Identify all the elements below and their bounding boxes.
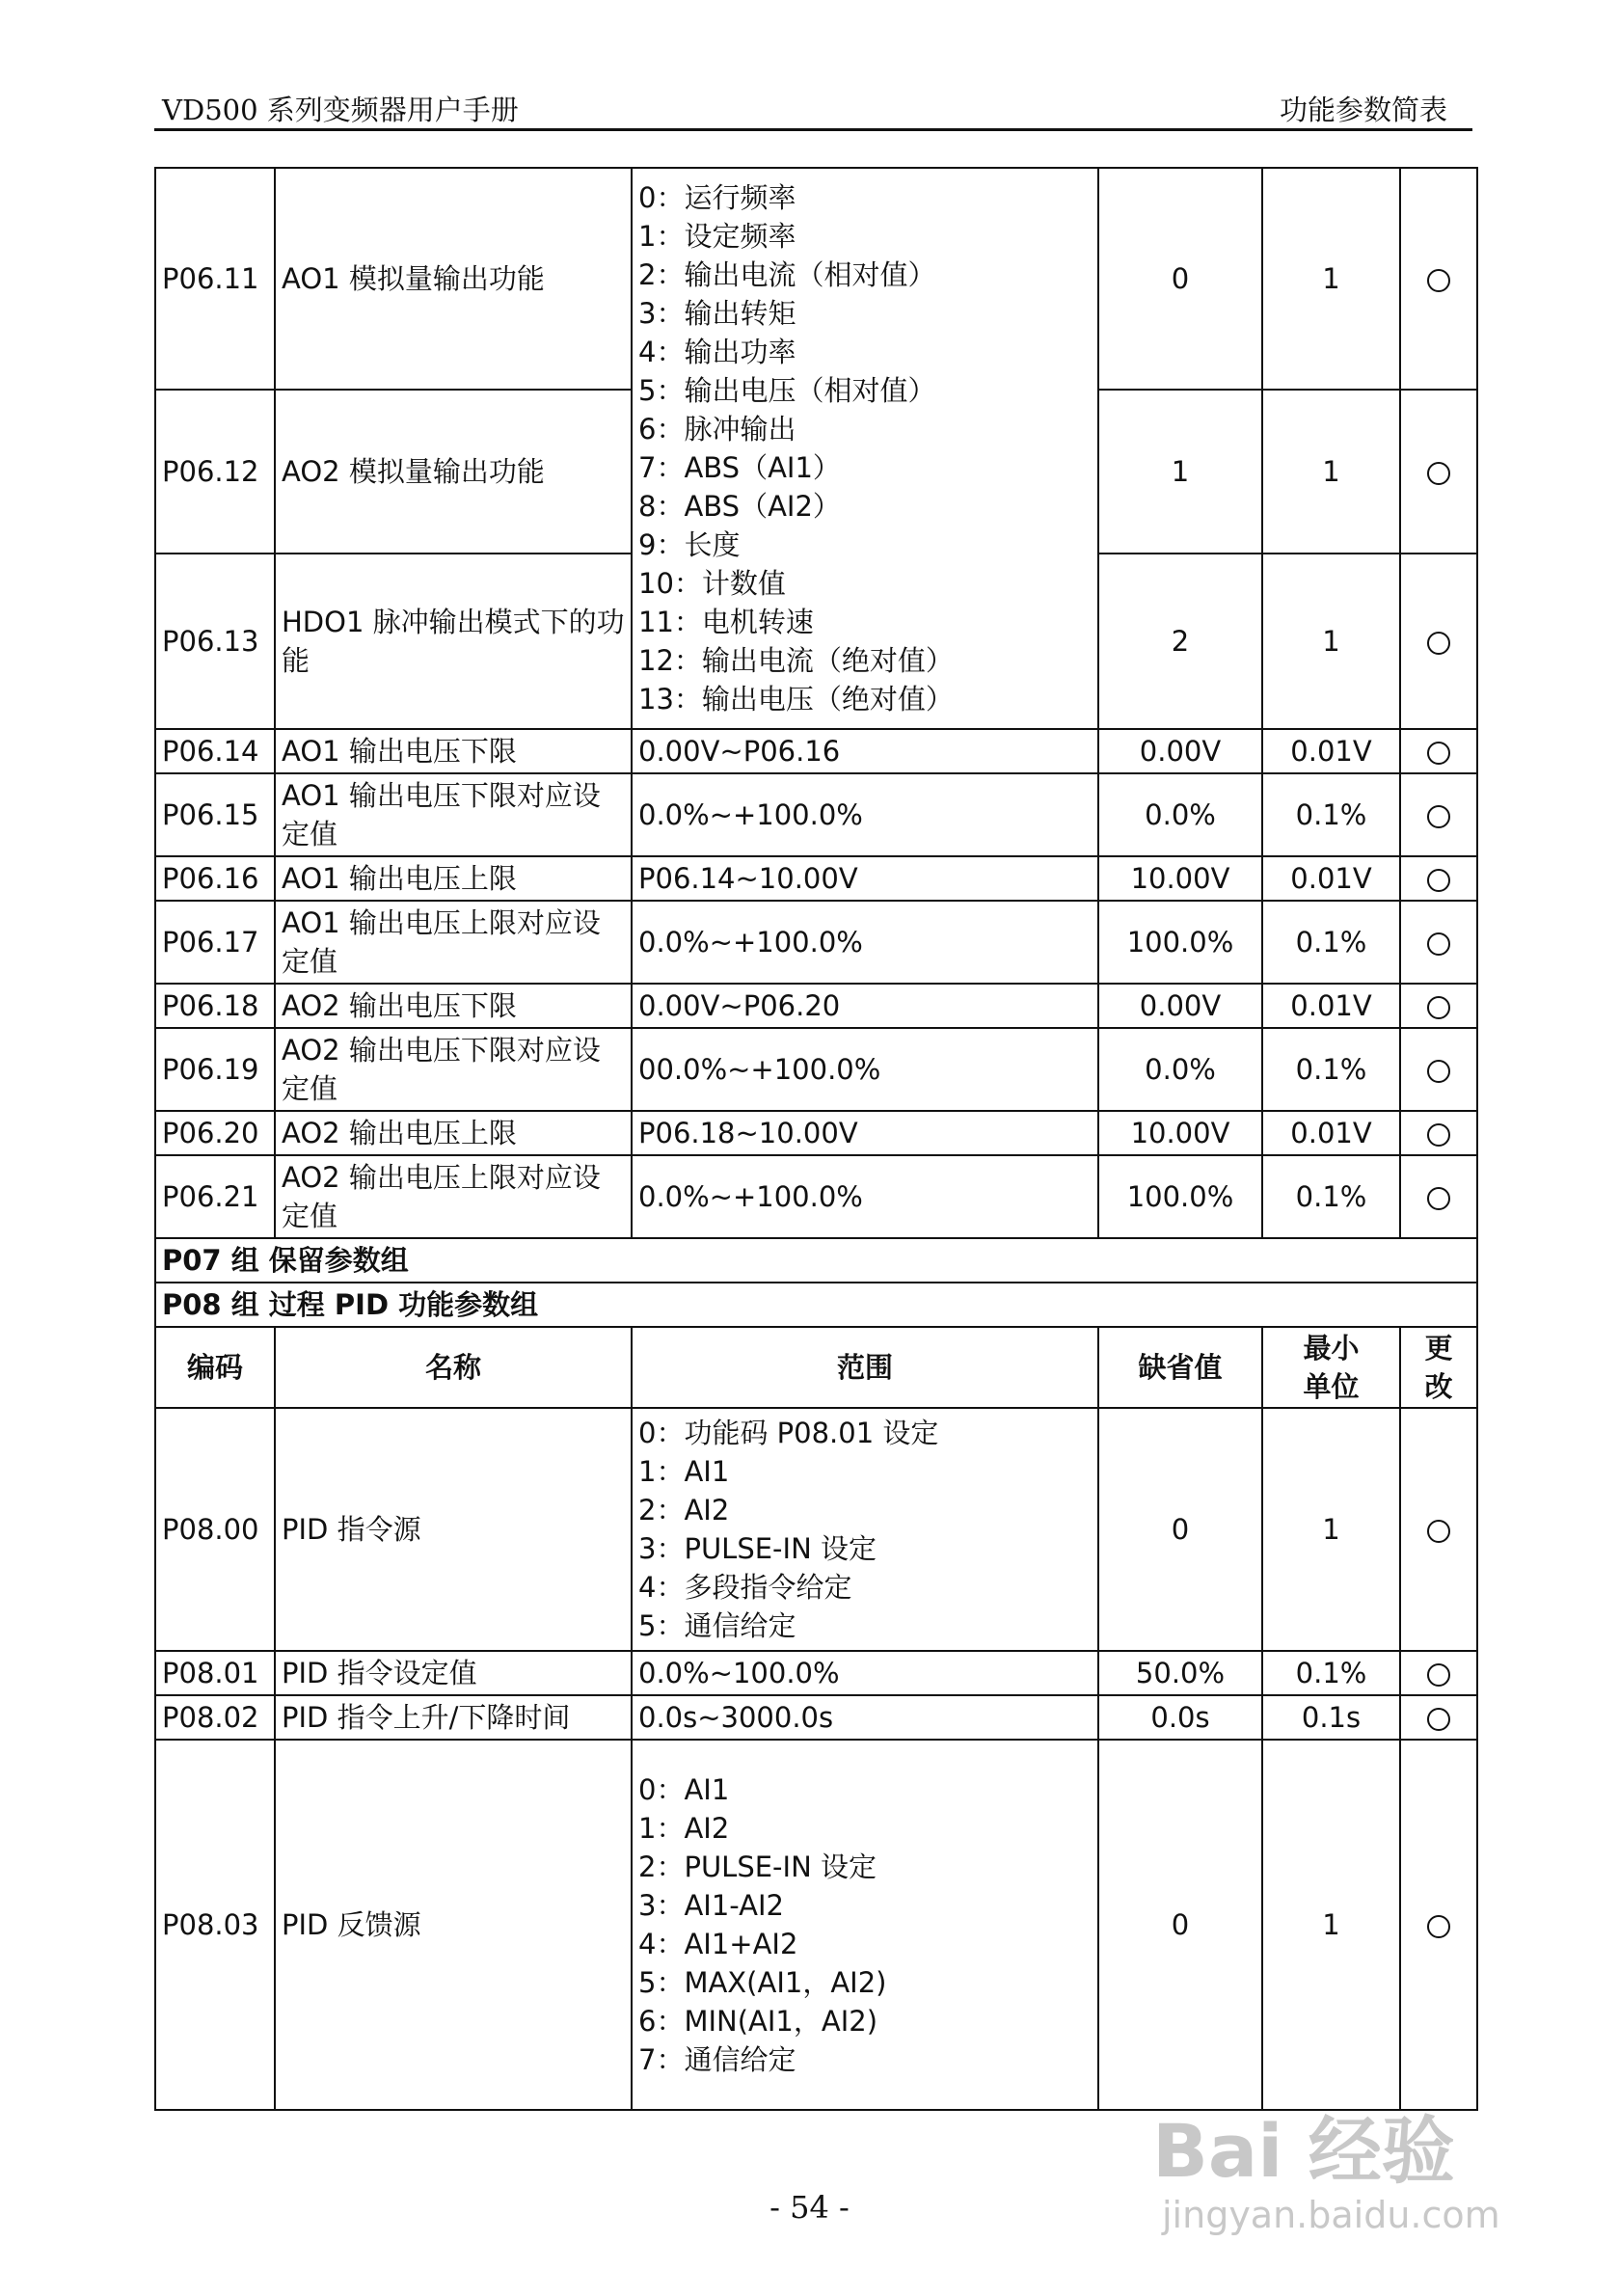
col-header-unit-line1: 最小 bbox=[1303, 1331, 1360, 1364]
param-name: PID 指令源 bbox=[275, 1408, 632, 1651]
range-option: 5：MAX(AI1，AI2) bbox=[638, 1966, 887, 2000]
param-default: 0 bbox=[1098, 168, 1262, 390]
param-name: AO2 输出电压下限 bbox=[275, 984, 632, 1028]
range-option: 4：AI1+AI2 bbox=[638, 1928, 798, 1960]
param-name: HDO1 脉冲输出模式下的功能 bbox=[275, 554, 632, 729]
param-default: 0.0s bbox=[1098, 1695, 1262, 1740]
watermark-url: jingyan.baidu.com bbox=[1162, 2194, 1500, 2236]
param-range-options bbox=[632, 1408, 1098, 1651]
range-option: 0：运行频率 bbox=[638, 180, 796, 214]
col-header-change bbox=[1400, 1327, 1477, 1408]
circle-icon bbox=[1427, 1123, 1450, 1147]
param-range: 0.00V~P06.16 bbox=[632, 729, 1098, 773]
table-row bbox=[155, 1740, 1477, 2110]
circle-icon bbox=[1427, 462, 1450, 485]
param-unit: 1 bbox=[1262, 1740, 1400, 2110]
change-mark bbox=[1400, 856, 1477, 901]
header-rule bbox=[154, 128, 1472, 131]
change-mark bbox=[1400, 1028, 1477, 1111]
table-row bbox=[155, 773, 1477, 856]
circle-icon bbox=[1427, 632, 1450, 655]
range-option: 0：功能码 P08.01 设定 bbox=[638, 1416, 939, 1449]
range-option: 1：设定频率 bbox=[638, 219, 796, 253]
table-row bbox=[155, 901, 1477, 984]
group-row bbox=[155, 1238, 1477, 1283]
range-option: 5：通信给定 bbox=[638, 1609, 796, 1643]
param-code: P06.18 bbox=[155, 984, 275, 1028]
range-option: 2：输出电流（相对值） bbox=[638, 257, 936, 291]
range-option: 0：AI1 bbox=[638, 1772, 730, 1806]
table-row bbox=[155, 1695, 1477, 1740]
circle-icon bbox=[1427, 1060, 1450, 1083]
shared-range-options bbox=[632, 168, 1098, 729]
range-option: 7：ABS（AI1） bbox=[638, 451, 841, 484]
change-mark bbox=[1400, 1111, 1477, 1155]
param-code: P08.02 bbox=[155, 1695, 275, 1740]
param-name: AO1 输出电压下限 bbox=[275, 729, 632, 773]
param-name: AO2 输出电压上限对应设定值 bbox=[275, 1155, 632, 1238]
change-mark bbox=[1400, 554, 1477, 729]
table-row bbox=[155, 168, 1477, 390]
range-option: 3：AI1-AI2 bbox=[638, 1888, 784, 1922]
param-code: P06.15 bbox=[155, 773, 275, 856]
param-unit: 0.01V bbox=[1262, 1111, 1400, 1155]
parameter-table bbox=[154, 167, 1478, 2111]
range-option: 13：输出电压（绝对值） bbox=[638, 683, 954, 716]
param-name: AO2 输出电压下限对应设定值 bbox=[275, 1028, 632, 1111]
table-row bbox=[155, 1408, 1477, 1651]
param-name: PID 指令设定值 bbox=[275, 1651, 632, 1695]
param-code: P08.01 bbox=[155, 1651, 275, 1695]
col-header-change-line1: 更 bbox=[1424, 1331, 1453, 1364]
range-option: 10：计数值 bbox=[638, 567, 786, 601]
param-unit: 0.1% bbox=[1262, 1155, 1400, 1238]
col-header-range: 范围 bbox=[632, 1327, 1098, 1408]
circle-icon bbox=[1427, 1187, 1450, 1210]
param-code: P06.17 bbox=[155, 901, 275, 984]
param-default: 0.00V bbox=[1098, 984, 1262, 1028]
watermark-logo: Bai 经验 bbox=[1152, 2108, 1455, 2194]
param-unit: 1 bbox=[1262, 1408, 1400, 1651]
param-unit: 0.1% bbox=[1262, 773, 1400, 856]
header-title: VD500 系列变频器用户手册 bbox=[162, 94, 519, 126]
change-mark bbox=[1400, 729, 1477, 773]
range-option: 11：电机转速 bbox=[638, 606, 814, 639]
circle-icon bbox=[1427, 805, 1450, 828]
circle-icon bbox=[1427, 1663, 1450, 1687]
param-unit: 0.01V bbox=[1262, 984, 1400, 1028]
param-default: 1 bbox=[1098, 390, 1262, 554]
header-section: 功能参数简表 bbox=[1279, 94, 1447, 126]
param-name: AO1 输出电压上限 bbox=[275, 856, 632, 901]
circle-icon bbox=[1427, 269, 1450, 292]
param-range: 00.0%~+100.0% bbox=[632, 1028, 1098, 1111]
change-mark bbox=[1400, 1740, 1477, 2110]
param-unit: 0.1% bbox=[1262, 901, 1400, 984]
range-option: 12：输出电流（绝对值） bbox=[638, 644, 954, 678]
group-title-p08: P08 组 过程 PID 功能参数组 bbox=[155, 1283, 1477, 1327]
param-range-options bbox=[632, 1740, 1098, 2110]
param-unit: 1 bbox=[1262, 168, 1400, 390]
param-default: 0.00V bbox=[1098, 729, 1262, 773]
param-range: 0.0%~100.0% bbox=[632, 1651, 1098, 1695]
group-row bbox=[155, 1283, 1477, 1327]
param-code: P06.11 bbox=[155, 168, 275, 390]
param-default: 50.0% bbox=[1098, 1651, 1262, 1695]
circle-icon bbox=[1427, 1915, 1450, 1938]
col-header-name: 名称 bbox=[275, 1327, 632, 1408]
col-header-default: 缺省值 bbox=[1098, 1327, 1262, 1408]
param-name: AO1 输出电压上限对应设定值 bbox=[275, 901, 632, 984]
range-option: 2：AI2 bbox=[638, 1493, 730, 1526]
col-header-code: 编码 bbox=[155, 1327, 275, 1408]
param-range: 0.0%~+100.0% bbox=[632, 901, 1098, 984]
range-option: 4：多段指令给定 bbox=[638, 1571, 852, 1605]
param-default: 0.0% bbox=[1098, 773, 1262, 856]
param-code: P08.03 bbox=[155, 1740, 275, 2110]
param-default: 10.00V bbox=[1098, 1111, 1262, 1155]
param-default: 0 bbox=[1098, 1740, 1262, 2110]
param-code: P06.13 bbox=[155, 554, 275, 729]
circle-icon bbox=[1427, 1708, 1450, 1731]
range-option: 7：通信给定 bbox=[638, 2043, 796, 2077]
param-default: 0 bbox=[1098, 1408, 1262, 1651]
change-mark bbox=[1400, 773, 1477, 856]
param-range: 0.0%~+100.0% bbox=[632, 773, 1098, 856]
param-default: 10.00V bbox=[1098, 856, 1262, 901]
param-unit: 0.01V bbox=[1262, 856, 1400, 901]
change-mark bbox=[1400, 1695, 1477, 1740]
table-row bbox=[155, 1155, 1477, 1238]
col-header-change-line2: 改 bbox=[1424, 1370, 1453, 1403]
range-option: 3：PULSE-IN 设定 bbox=[638, 1532, 877, 1565]
param-range: 0.0s~3000.0s bbox=[632, 1695, 1098, 1740]
param-code: P06.12 bbox=[155, 390, 275, 554]
range-option: 6：脉冲输出 bbox=[638, 412, 796, 446]
range-option: 4：输出功率 bbox=[638, 335, 796, 368]
page-number: - 54 - bbox=[769, 2189, 850, 2226]
param-default: 0.0% bbox=[1098, 1028, 1262, 1111]
param-unit: 0.1% bbox=[1262, 1028, 1400, 1111]
change-mark bbox=[1400, 1408, 1477, 1651]
param-code: P06.16 bbox=[155, 856, 275, 901]
change-mark bbox=[1400, 168, 1477, 390]
range-option: 3：输出转矩 bbox=[638, 296, 796, 330]
change-mark bbox=[1400, 984, 1477, 1028]
param-range: 0.0%~+100.0% bbox=[632, 1155, 1098, 1238]
range-option: 6：MIN(AI1，AI2) bbox=[638, 2005, 878, 2039]
param-name: PID 指令上升/下降时间 bbox=[275, 1695, 632, 1740]
param-unit: 1 bbox=[1262, 390, 1400, 554]
change-mark bbox=[1400, 1155, 1477, 1238]
param-name: AO1 模拟量输出功能 bbox=[275, 168, 632, 390]
table-row bbox=[155, 729, 1477, 773]
param-code: P06.14 bbox=[155, 729, 275, 773]
param-unit: 0.01V bbox=[1262, 729, 1400, 773]
range-option: 8：ABS（AI2） bbox=[638, 490, 841, 524]
range-option: 1：AI2 bbox=[638, 1811, 730, 1845]
param-code: P06.20 bbox=[155, 1111, 275, 1155]
param-name: PID 反馈源 bbox=[275, 1740, 632, 2110]
param-unit: 0.1s bbox=[1262, 1695, 1400, 1740]
param-unit: 1 bbox=[1262, 554, 1400, 729]
circle-icon bbox=[1427, 742, 1450, 765]
param-code: P06.19 bbox=[155, 1028, 275, 1111]
table-row bbox=[155, 984, 1477, 1028]
change-mark bbox=[1400, 901, 1477, 984]
range-option: 2：PULSE-IN 设定 bbox=[638, 1850, 877, 1883]
param-name: AO1 输出电压下限对应设定值 bbox=[275, 773, 632, 856]
param-code: P06.21 bbox=[155, 1155, 275, 1238]
param-default: 2 bbox=[1098, 554, 1262, 729]
column-header-row bbox=[155, 1327, 1477, 1408]
circle-icon bbox=[1427, 996, 1450, 1019]
table-row bbox=[155, 1028, 1477, 1111]
param-name: AO2 输出电压上限 bbox=[275, 1111, 632, 1155]
range-option: 1：AI1 bbox=[638, 1454, 730, 1488]
param-range: P06.14~10.00V bbox=[632, 856, 1098, 901]
param-code: P08.00 bbox=[155, 1408, 275, 1651]
table-row bbox=[155, 1651, 1477, 1695]
param-range: P06.18~10.00V bbox=[632, 1111, 1098, 1155]
change-mark bbox=[1400, 1651, 1477, 1695]
circle-icon bbox=[1427, 932, 1450, 956]
table-row bbox=[155, 1111, 1477, 1155]
circle-icon bbox=[1427, 869, 1450, 892]
param-name: AO2 模拟量输出功能 bbox=[275, 390, 632, 554]
table-row bbox=[155, 856, 1477, 901]
param-unit: 0.1% bbox=[1262, 1651, 1400, 1695]
col-header-unit-line2: 单位 bbox=[1303, 1370, 1360, 1403]
range-option: 5：输出电压（相对值） bbox=[638, 373, 936, 407]
param-default: 100.0% bbox=[1098, 1155, 1262, 1238]
param-default: 100.0% bbox=[1098, 901, 1262, 984]
range-option: 9：长度 bbox=[638, 528, 741, 562]
col-header-unit bbox=[1262, 1327, 1400, 1408]
circle-icon bbox=[1427, 1520, 1450, 1543]
group-title-p07: P07 组 保留参数组 bbox=[155, 1238, 1477, 1283]
param-range: 0.00V~P06.20 bbox=[632, 984, 1098, 1028]
change-mark bbox=[1400, 390, 1477, 554]
